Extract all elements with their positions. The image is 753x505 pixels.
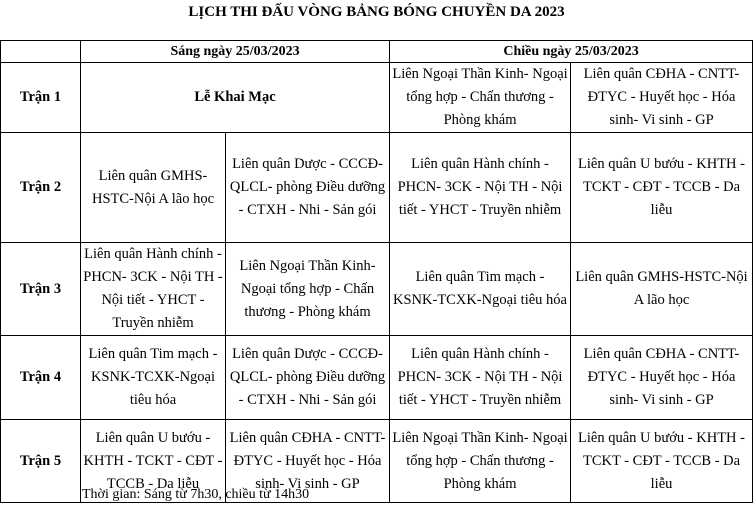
- opening-ceremony-cell: Lễ Khai Mạc: [81, 63, 390, 133]
- match-team-cell: Liên Ngoại Thần Kinh- Ngoại tổng hợp - Chấn thương - Phòng khám: [226, 243, 390, 336]
- morning-header: Sáng ngày 25/03/2023: [81, 41, 390, 63]
- match-team-cell: Liên quân GMHS-HSTC-Nội A lão học: [571, 243, 753, 336]
- table-row: [1, 243, 753, 336]
- match-team-cell: Liên Ngoại Thần Kinh- Ngoại tổng hợp - Chấn thương - Phòng khám: [390, 420, 571, 503]
- match-label: Trận 5: [1, 420, 81, 503]
- match-team-cell: Liên quân Hành chính - PHCN- 3CK - Nội TH - Nội tiết - YHCT - Truyền nhiễm: [390, 133, 571, 243]
- match-team-cell: Liên quân U bướu - KHTH - TCKT - CĐT - TCCB - Da liễu: [571, 133, 753, 243]
- match-team-cell: Liên quân CĐHA - CNTT- ĐTYC - Huyết học - Hóa sinh- Vi sinh - GP: [571, 63, 753, 133]
- match-team-cell: Liên quân Dược - CCCĐ-QLCL- phòng Điều dưỡng - CTXH - Nhi - Sản gói: [226, 336, 390, 420]
- match-team-cell: Liên quân Hành chính - PHCN- 3CK - Nội TH - Nội tiết - YHCT - Truyền nhiễm: [390, 336, 571, 420]
- table-row: [1, 133, 753, 243]
- match-team-cell: Liên quân Dược - CCCĐ-QLCL- phòng Điều dưỡng - CTXH - Nhi - Sản gói: [226, 133, 390, 243]
- match-team-cell: Liên quân CĐHA - CNTT- ĐTYC - Huyết học - Hóa sinh- Vi sinh - GP: [571, 336, 753, 420]
- match-label: Trận 2: [1, 133, 81, 243]
- corner-cell: [1, 41, 81, 63]
- match-team-cell: Liên quân U bướu - KHTH - TCKT - CĐT - TCCB - Da liễu: [571, 420, 753, 503]
- table-row: [1, 336, 753, 420]
- time-note: Thời gian: Sáng từ 7h30, chiều từ 14h30: [82, 487, 310, 502]
- match-team-cell: Liên quân Hành chính - PHCN- 3CK - Nội TH - Nội tiết - YHCT - Truyền nhiễm: [81, 243, 226, 336]
- header-row: [1, 41, 753, 63]
- afternoon-header: Chiều ngày 25/03/2023: [390, 41, 753, 63]
- match-label: Trận 4: [1, 336, 81, 420]
- match-team-cell: Liên quân U bướu - KHTH - TCKT - CĐT - TCCB - Da liễu: [81, 420, 226, 503]
- schedule-table: [0, 40, 753, 503]
- match-team-cell: Liên quân Tim mạch - KSNK-TCXK-Ngoại tiêu hóa: [81, 336, 226, 420]
- match-label: Trận 3: [1, 243, 81, 336]
- match-label: Trận 1: [1, 63, 81, 133]
- match-team-cell: Liên Ngoại Thần Kinh- Ngoại tổng hợp - Chấn thương - Phòng khám: [390, 63, 571, 133]
- page-title: LỊCH THI ĐẤU VÒNG BẢNG BÓNG CHUYỀN DA 2023: [188, 4, 565, 20]
- match-team-cell: Liên quân Tim mạch - KSNK-TCXK-Ngoại tiêu hóa: [390, 243, 571, 336]
- match-team-cell: Liên quân GMHS-HSTC-Nội A lão học: [81, 133, 226, 243]
- table-row: [1, 63, 753, 133]
- match-team-cell: Liên quân CĐHA - CNTT- ĐTYC - Huyết học - Hóa sinh- Vi sinh - GP: [226, 420, 390, 503]
